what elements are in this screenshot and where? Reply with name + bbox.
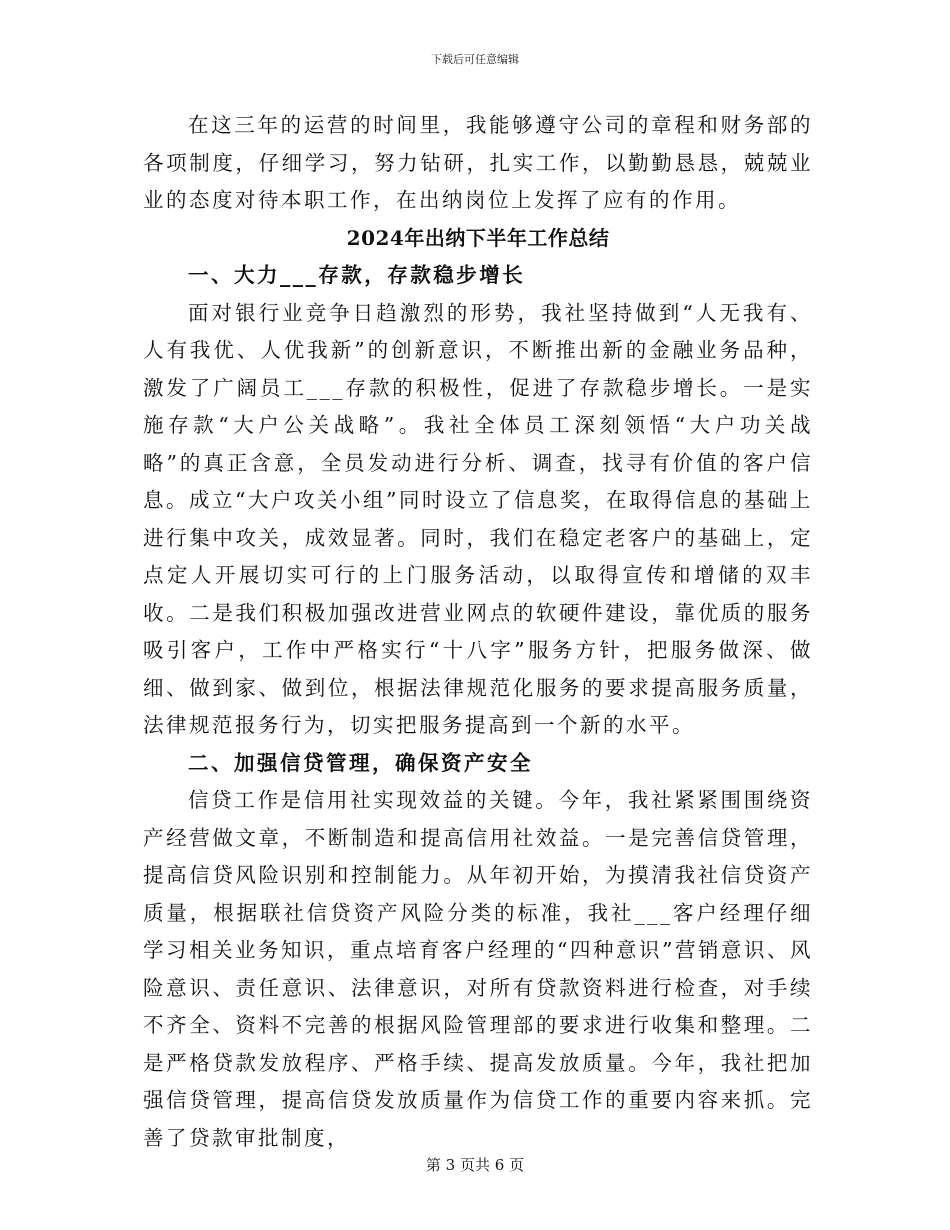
section-heading-credit: 二、加强信贷管理，确保资产安全 — [188, 750, 533, 775]
page-header: 下载后可任意编辑 — [431, 53, 519, 66]
section-heading-deposits: 一、大力___存款，存款稳步增长 — [188, 263, 526, 287]
section-paragraph-deposits: 面对银行业竞争日趋激烈的形势，我社坚持做到“人无我有、人有我优、人优我新”的创新意识，不断推出新的金融业务品种，激发了广阔员工___存款的积极性，促进了存款稳步增长。一是实施存款“大户公关战略”。我社全体员工深刻领悟“大户功关战略”的真正含意，全员发动进行分析、调查，找寻有价值的客户信息。成立“大户攻关小组”同时设立了信息奖，在取得信息的基础上进行集中攻关，成效显著。同时，我们在稳定老客户的基础上，定点定人开展切实可行的上门服务活动，以取得宣传和增储的双丰收。二是我们积极加强改进营业网点的软硬件建设，靠优质的服务吸引客户，工作中严格实行“十八字”服务方针，把服务做深、做细、做到家、做到位，根据法律规范化服务的要求提高服务质量，法律规范报务行为，切实把服务提高到一个新的水平。 — [143, 300, 813, 737]
page-number-footer: 第 3 页共 6 页 — [425, 1156, 525, 1174]
section-paragraph-credit: 信贷工作是信用社实现效益的关键。今年，我社紧紧围围绕资产经营做文章，不断制造和提高信用社效益。一是完善信贷管理，提高信贷风险识别和控制能力。从年初开始，为摸清我社信贷资产质量，根据联社信贷资产风险分类的标准，我社___客户经理仔细学习相关业务知识，重点培育客户经理的“四种意识”营销意识、风险意识、责任意识、法律意识，对所有贷款资料进行检查，对手续不齐全、资料不完善的根据风险管理部的要求进行收集和整理。二是严格贷款发放程序、严格手续、提高发放质量。今年，我社把加强信贷管理，提高信贷发放质量作为信贷工作的重要内容来抓。完善了贷款审批制度， — [143, 788, 813, 1150]
document-body — [143, 107, 813, 1157]
document-title: 2024年出纳下半年工作总结 — [346, 225, 610, 250]
intro-paragraph: 在这三年的运营的时间里，我能够遵守公司的章程和财务部的各项制度，仔细学习，努力钻研，扎实工作，以勤勤恳恳，兢兢业业的态度对待本职工作，在出纳岗位上发挥了应有的作用。 — [143, 113, 813, 212]
